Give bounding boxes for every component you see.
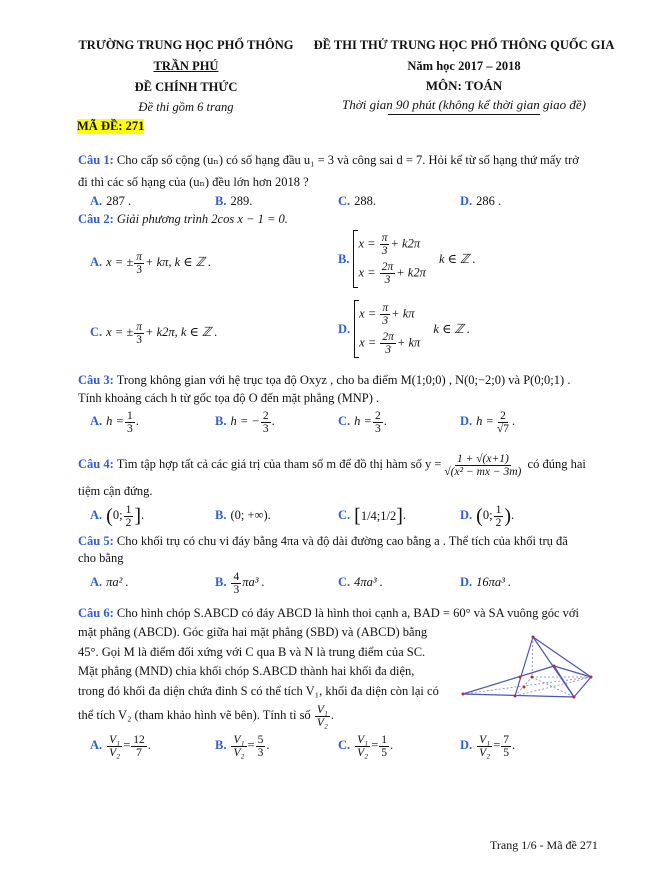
q1-option-d[interactable] — [460, 194, 501, 209]
option-letter: D. — [460, 414, 473, 428]
q4-option-b[interactable]: B. (0; +∞). — [215, 508, 271, 522]
question-3-line2: Tính khoảng cách h từ gốc tọa độ O đến mặt phẳng (MNP) . — [78, 391, 380, 405]
school-name: TRƯỜNG TRUNG HỌC PHỔ THÔNG — [78, 38, 294, 52]
fraction: $\frac{2}{3}$ — [374, 409, 381, 435]
option-letter: D. — [338, 321, 351, 336]
time-limit: Thời gian 90 phút (không kể thời gian giao đề) — [342, 97, 586, 112]
math: k ∈ ℤ . — [438, 251, 476, 266]
question-1 — [78, 153, 579, 168]
q2-option-a[interactable] — [90, 246, 211, 278]
question-text: Cho khối trụ có chu vi đáy bằng 4πa và độ dài đường cao bằng a . Thể tích của khối trụ đã — [116, 534, 568, 548]
question-5-line2: cho bằng — [78, 551, 124, 565]
equation-system: x = $\frac{\pi}{3}$ + kπ x = $\frac{2\pi}{3}$ + kπ — [354, 300, 420, 358]
q3-option-a[interactable]: A. h = $\frac{1}{3}$ . — [90, 409, 139, 435]
option-text: 289. — [230, 194, 253, 208]
option-letter: C. — [338, 414, 351, 428]
option-text: 287 . — [106, 194, 132, 208]
exam-title: ĐỀ THI THỬ TRUNG HỌC PHỔ THÔNG QUỐC GIA — [313, 38, 615, 52]
fraction: $\frac{2}{√7}$ — [496, 409, 510, 435]
math: + kπ, k ∈ ℤ . — [145, 255, 212, 269]
option-letter: A. — [90, 575, 103, 589]
fraction: $\frac{\pi}{3}$ — [136, 320, 143, 346]
math: h = — [354, 414, 372, 428]
question-6-line: 45°. Gọi M là điểm đối xứng với C qua B và N là trung điểm của SC. — [78, 645, 426, 659]
option-letter: A. — [90, 194, 103, 208]
question-6-line: mặt phẳng (ABCD). Góc giữa hai mặt phẳng (SBD) và (ABCD) bằng — [78, 625, 428, 639]
school-name-2: TRẦN PHÚ — [153, 59, 219, 73]
question-1-line2: đi thì các số hạng của (uₙ) đều lớn hơn 2018 ? — [78, 175, 309, 189]
question-text: Giải phương trình 2cos x − 1 = 0. — [116, 212, 288, 226]
question-label: Câu 2: — [78, 212, 114, 226]
math: x = ± — [106, 255, 134, 269]
q6-option-d[interactable]: D. $\frac{\text{V₁}}{\text{V₂}}$ = $\frac{7}{5}$ . — [460, 733, 516, 759]
option-letter: B. — [338, 251, 350, 266]
option-letter: C. — [338, 738, 351, 752]
question-label: Câu 1: — [78, 153, 114, 167]
option-letter: D. — [460, 738, 473, 752]
option-letter: B. — [215, 414, 227, 428]
math: k ∈ ℤ . — [433, 321, 471, 336]
q4-option-d[interactable]: D. (0; $\frac{1}{2}$ ). — [460, 503, 515, 529]
question-text: Tìm tập hợp tất cả các giá trị của tham số m để đồ thị hàm số y = — [116, 457, 442, 471]
question-text: Cho cấp số cộng (uₙ) có số hạng đầu u₁ = 3 và công sai d = 7. Hỏi kể từ số hạng thứ mấy trở — [116, 153, 579, 167]
q1-option-b[interactable] — [215, 194, 252, 209]
question-text: có đúng hai — [527, 457, 586, 471]
option-text: 286 . — [476, 194, 502, 208]
question-text: Trong không gian với hệ trục tọa độ Oxyz , cho ba điểm M(1;0;0) , N(0;−2;0) và P(0;0;1) . — [116, 373, 571, 387]
option-letter: D. — [460, 575, 473, 589]
q6-option-a[interactable]: A. $\frac{\text{V₁}}{\text{V₂}}$ = $\frac{12}{7}$ . — [90, 733, 151, 759]
math: h = — [476, 414, 494, 428]
question-text: Cho hình chóp S.ABCD có đáy ABCD là hình thoi cạnh a, BAD = 60° và SA vuông góc với — [116, 606, 579, 620]
math: x = ± — [106, 325, 134, 339]
fraction: $\frac{2}{3}$ — [262, 409, 269, 435]
question-label: Câu 4: — [78, 457, 114, 471]
q2-option-b[interactable] — [338, 230, 476, 288]
option-letter: A. — [90, 508, 103, 522]
math: h = − — [230, 414, 260, 428]
math: + k2π, k ∈ ℤ . — [145, 325, 218, 339]
option-letter: C. — [338, 575, 351, 589]
fraction: $\frac{\pi}{3}$ — [136, 250, 143, 276]
q5-option-b[interactable]: B. $\frac{4}{3}$ πa³ . — [215, 570, 265, 596]
q1-option-a[interactable] — [90, 194, 131, 209]
q4-option-c[interactable]: C. [1/4;1/2]. — [338, 505, 407, 528]
option-letter: B. — [215, 738, 227, 752]
q3-option-c[interactable]: C. h = $\frac{2}{3}$ . — [338, 409, 387, 435]
option-letter: C. — [338, 508, 351, 522]
math: h = — [106, 414, 124, 428]
official-label: ĐỀ CHÍNH THỨC — [134, 80, 238, 94]
option-letter: B. — [215, 508, 227, 522]
option-letter: B. — [215, 575, 227, 589]
school-year: Năm học 2017 – 2018 — [407, 59, 521, 73]
q2-option-d[interactable] — [338, 300, 470, 358]
page-count: Đề thi gồm 6 trang — [138, 100, 234, 114]
option-text: 288. — [354, 194, 377, 208]
question-6-line: Mặt phẳng (MND) chia khối chóp S.ABCD thành hai khối đa diện, — [78, 664, 415, 678]
page-footer: Trang 1/6 - Mã đề 271 — [490, 838, 598, 852]
question-4-line2: tiệm cận đứng. — [78, 484, 153, 498]
q3-option-b[interactable]: B. h = − $\frac{2}{3}$ . — [215, 409, 275, 435]
option-text: 1/4;1/2 — [360, 509, 397, 524]
fraction: $\frac{1 + √(x+1)}{\text{√(x² − mx − 3m)}}$ — [444, 452, 522, 478]
question-6-line: thể tích V₂ (tham khảo hình vẽ bên). Tính tỉ số $\frac{\text{V₁}}{\text{V₂}}$ . — [78, 703, 334, 729]
q3-option-d[interactable]: D. h = $\frac{2}{√7}$ . — [460, 409, 516, 435]
exam-code: MÃ ĐỀ: 271 — [77, 119, 145, 133]
question-label: Câu 5: — [78, 534, 114, 548]
equation-system: x = $\frac{\pi}{3}$ + k2π x = $\frac{2\pi}{3}$ + k2π — [353, 230, 425, 288]
question-label: Câu 3: — [78, 373, 114, 387]
question-4 — [78, 448, 586, 480]
q5-option-c[interactable]: C. 4πa³ . — [338, 575, 383, 589]
q5-option-d[interactable]: D. 16πa³ . — [460, 575, 512, 589]
q6-option-b[interactable]: B. $\frac{\text{V₁}}{\text{V₂}}$ = $\frac{5}{3}$ . — [215, 733, 270, 759]
pyramid-figure — [450, 625, 600, 705]
option-letter: A. — [90, 255, 103, 269]
question-6-line: trong đó khối đa diện chứa đỉnh S có thể tích V₁, khối đa diện còn lại có — [78, 684, 439, 698]
question-5 — [78, 534, 568, 549]
option-letter: A. — [90, 414, 103, 428]
option-letter: D. — [460, 508, 473, 522]
option-letter: B. — [215, 194, 227, 208]
divider — [388, 114, 540, 115]
option-letter: C. — [338, 194, 351, 208]
q1-option-c[interactable] — [338, 194, 376, 209]
q4-option-a[interactable]: A. (0; $\frac{1}{2}$ ]. — [90, 503, 145, 529]
option-letter: A. — [90, 738, 103, 752]
question-6 — [78, 606, 579, 621]
fraction: $\frac{1}{3}$ — [126, 409, 133, 435]
option-letter: C. — [90, 325, 103, 339]
question-label: Câu 6: — [78, 606, 114, 620]
question-3 — [78, 373, 570, 388]
q6-option-c[interactable]: C. $\frac{\text{V₁}}{\text{V₂}}$ = $\frac{1}{5}$ . — [338, 733, 394, 759]
subject: MÔN: TOÁN — [425, 78, 503, 93]
option-letter: D. — [460, 194, 473, 208]
q5-option-a[interactable]: A. πa² . — [90, 575, 129, 589]
q2-option-c[interactable] — [90, 316, 218, 348]
question-2 — [78, 212, 288, 227]
